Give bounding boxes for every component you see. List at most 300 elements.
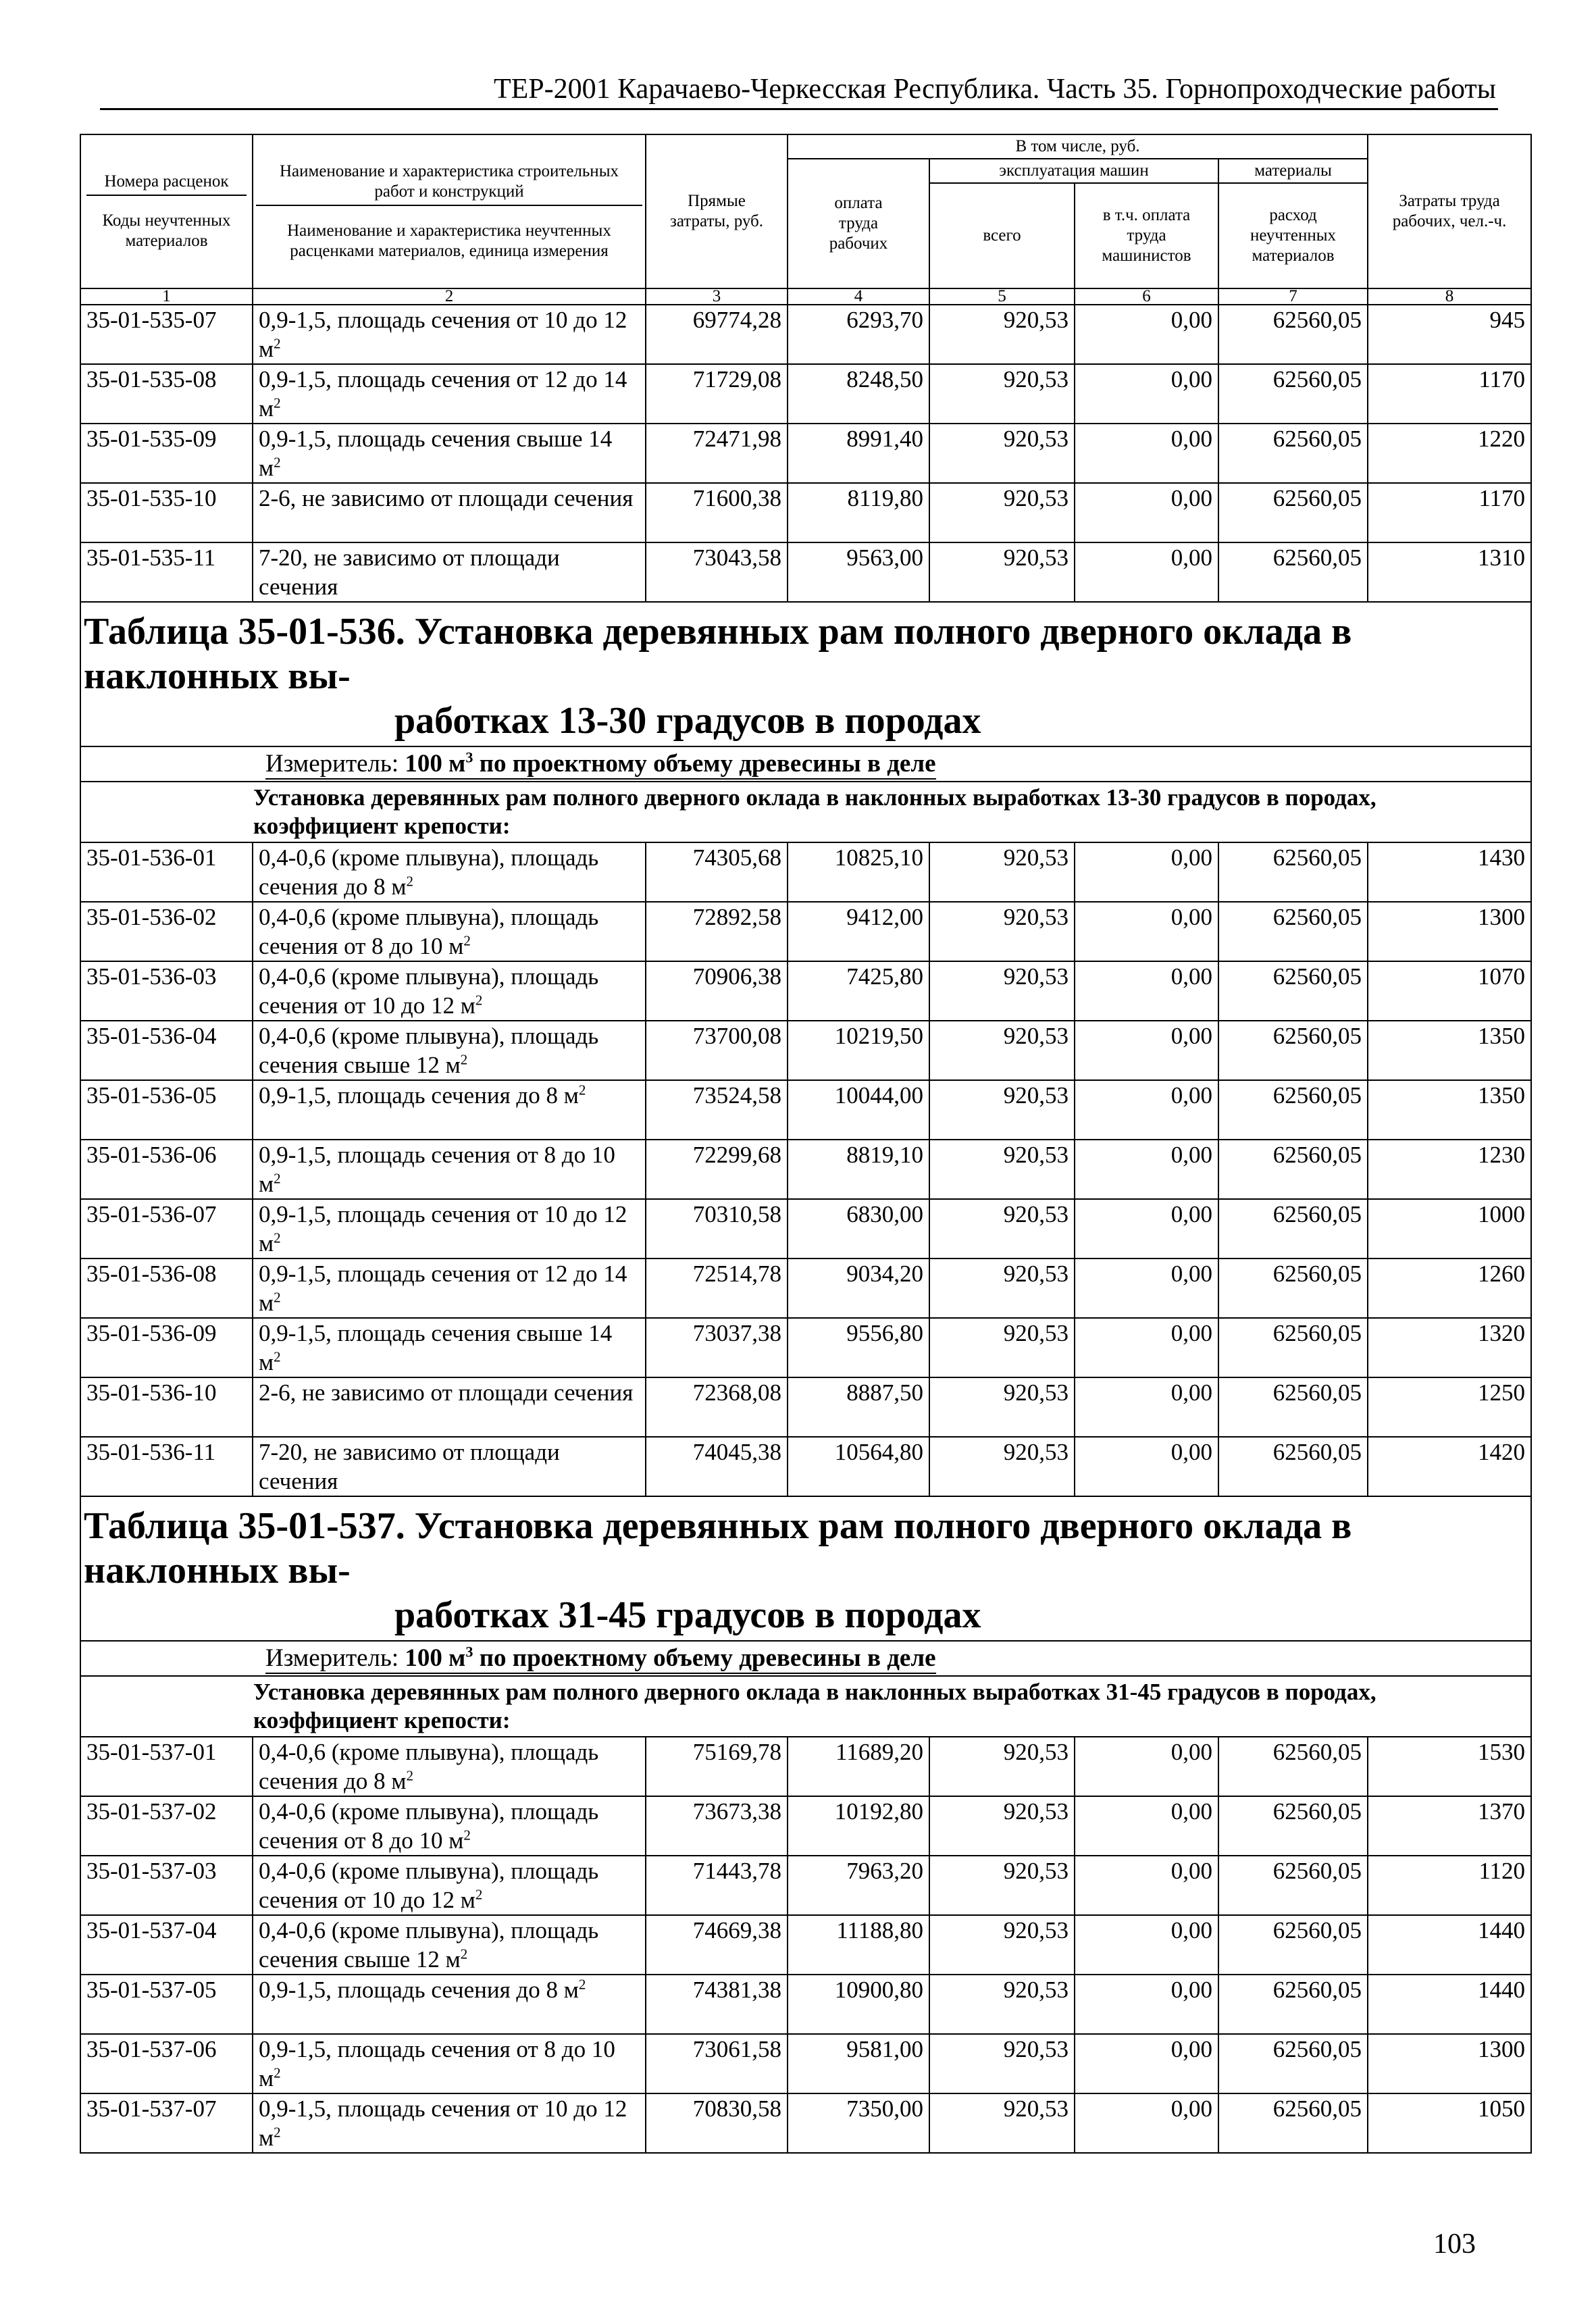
labor-pay: 7425,80 bbox=[788, 961, 929, 1021]
machines-total: 920,53 bbox=[929, 961, 1075, 1021]
header-names bbox=[253, 134, 646, 288]
rate-code: 35-01-536-09 bbox=[80, 1318, 253, 1377]
direct-costs: 72368,08 bbox=[646, 1377, 788, 1437]
direct-costs: 74045,38 bbox=[646, 1437, 788, 1496]
materials-cost: 62560,05 bbox=[1218, 2093, 1368, 2153]
materials-cost: 62560,05 bbox=[1218, 1199, 1368, 1259]
rate-description bbox=[253, 1199, 646, 1259]
materials-cost: 62560,05 bbox=[1218, 1856, 1368, 1915]
rate-description-text: 0,9-1,5, площадь сечения от 8 до 10 м bbox=[259, 1142, 615, 1197]
direct-costs: 72514,78 bbox=[646, 1259, 788, 1318]
unit-exponent: 2 bbox=[274, 1289, 281, 1306]
table-row bbox=[80, 305, 1531, 364]
col-number: 4 bbox=[788, 288, 929, 305]
table-row bbox=[80, 1796, 1531, 1856]
meter-unit bbox=[405, 750, 935, 778]
labor-hours: 945 bbox=[1368, 305, 1531, 364]
machinist-pay: 0,00 bbox=[1075, 961, 1218, 1021]
rate-description bbox=[253, 424, 646, 483]
rate-description-text: 0,9-1,5, площадь сечения от 8 до 10 м bbox=[259, 2036, 615, 2091]
rate-description-text: 0,9-1,5, площадь сечения свыше 14 м bbox=[259, 426, 613, 481]
table-row bbox=[80, 1259, 1531, 1318]
rate-code: 35-01-537-04 bbox=[80, 1915, 253, 1975]
direct-costs: 73043,58 bbox=[646, 542, 788, 602]
materials-cost: 62560,05 bbox=[1218, 1080, 1368, 1140]
table-row bbox=[80, 542, 1531, 602]
rate-description bbox=[253, 1856, 646, 1915]
rate-code: 35-01-535-11 bbox=[80, 542, 253, 602]
unit-exponent: 2 bbox=[475, 1886, 483, 1903]
rate-description-text: 0,9-1,5, площадь сечения свыше 14 м bbox=[259, 1320, 613, 1375]
header-work-name: Наименование и характеристика строительных работ и конструкций bbox=[256, 161, 642, 206]
direct-costs: 74381,38 bbox=[646, 1975, 788, 2034]
table-row bbox=[80, 1915, 1531, 1975]
machinist-pay: 0,00 bbox=[1075, 1737, 1218, 1796]
machinist-pay: 0,00 bbox=[1075, 2093, 1218, 2153]
labor-hours: 1350 bbox=[1368, 1021, 1531, 1080]
rate-description bbox=[253, 1377, 646, 1437]
header-material-codes: Коды неучтенных материалов bbox=[102, 211, 231, 250]
unit-exponent: 2 bbox=[274, 1170, 281, 1187]
rate-description-text: 0,9-1,5, площадь сечения от 12 до 14 м bbox=[259, 1261, 627, 1316]
machinist-pay: 0,00 bbox=[1075, 1796, 1218, 1856]
rate-description-text: 2-6, не зависимо от площади сечения bbox=[259, 485, 634, 511]
section-title-tail: работках 13-30 градусов в породах bbox=[394, 700, 981, 742]
unit-exponent: 2 bbox=[463, 932, 471, 949]
col-number: 5 bbox=[929, 288, 1075, 305]
rate-description bbox=[253, 364, 646, 424]
rate-description-text: 0,9-1,5, площадь сечения от 10 до 12 м bbox=[259, 307, 627, 362]
materials-cost: 62560,05 bbox=[1218, 1915, 1368, 1975]
direct-costs: 71729,08 bbox=[646, 364, 788, 424]
rate-description-text: 0,4-0,6 (кроме плывуна), площадь сечения от 10 до 12 м bbox=[259, 1858, 599, 1913]
rate-description bbox=[253, 483, 646, 542]
unit-exponent: 2 bbox=[463, 1827, 471, 1844]
materials-cost: 62560,05 bbox=[1218, 1796, 1368, 1856]
materials-cost: 62560,05 bbox=[1218, 842, 1368, 902]
table-row bbox=[80, 902, 1531, 961]
header-labor-pay: оплата труда рабочих bbox=[788, 159, 929, 288]
header-materials: материалы bbox=[1218, 159, 1368, 183]
machines-total: 920,53 bbox=[929, 542, 1075, 602]
labor-pay: 9412,00 bbox=[788, 902, 929, 961]
unit-exponent: 2 bbox=[274, 395, 281, 411]
rate-description-text: 0,9-1,5, площадь сечения от 10 до 12 м bbox=[259, 1201, 627, 1256]
rate-code: 35-01-536-01 bbox=[80, 842, 253, 902]
table-row bbox=[80, 842, 1531, 902]
rate-description-text: 7-20, не зависимо от площади сечения bbox=[259, 544, 560, 600]
labor-hours: 1070 bbox=[1368, 961, 1531, 1021]
labor-pay: 7963,20 bbox=[788, 1856, 929, 1915]
col-number: 2 bbox=[253, 288, 646, 305]
labor-pay: 8248,50 bbox=[788, 364, 929, 424]
machines-total: 920,53 bbox=[929, 1856, 1075, 1915]
machinist-pay: 0,00 bbox=[1075, 1318, 1218, 1377]
header-labor-costs: Затраты труда рабочих, чел.-ч. bbox=[1368, 134, 1531, 288]
labor-pay: 9581,00 bbox=[788, 2034, 929, 2093]
section-title bbox=[80, 1496, 1531, 1641]
labor-hours: 1430 bbox=[1368, 842, 1531, 902]
machines-total: 920,53 bbox=[929, 1318, 1075, 1377]
labor-pay: 10044,00 bbox=[788, 1080, 929, 1140]
machinist-pay: 0,00 bbox=[1075, 2034, 1218, 2093]
table-row bbox=[80, 1021, 1531, 1080]
rate-description bbox=[253, 961, 646, 1021]
page-number: 103 bbox=[1433, 2229, 1476, 2260]
meter bbox=[80, 746, 1531, 782]
labor-pay: 9563,00 bbox=[788, 542, 929, 602]
section-title-tail: работках 31-45 градусов в породах bbox=[394, 1594, 981, 1636]
machines-total: 920,53 bbox=[929, 1796, 1075, 1856]
direct-costs: 72299,68 bbox=[646, 1140, 788, 1199]
materials-cost: 62560,05 bbox=[1218, 305, 1368, 364]
labor-pay: 10900,80 bbox=[788, 1975, 929, 2034]
rate-code: 35-01-536-03 bbox=[80, 961, 253, 1021]
unit-exponent: 2 bbox=[460, 1946, 468, 1962]
direct-costs: 72471,98 bbox=[646, 424, 788, 483]
rate-code: 35-01-537-03 bbox=[80, 1856, 253, 1915]
labor-hours: 1050 bbox=[1368, 2093, 1531, 2153]
labor-pay: 10219,50 bbox=[788, 1021, 929, 1080]
unit-exponent: 2 bbox=[578, 1082, 586, 1098]
rate-code: 35-01-536-07 bbox=[80, 1199, 253, 1259]
page-header: ТЕР-2001 Карачаево-Черкесская Республика. Часть 35. Горнопроходческие работы bbox=[493, 74, 1496, 105]
rate-description bbox=[253, 1915, 646, 1975]
materials-cost: 62560,05 bbox=[1218, 542, 1368, 602]
meter-unit bbox=[405, 1644, 935, 1672]
machines-total: 920,53 bbox=[929, 364, 1075, 424]
header-machinist-pay: в т.ч. оплата труда машинистов bbox=[1075, 183, 1218, 288]
labor-pay: 8991,40 bbox=[788, 424, 929, 483]
direct-costs: 72892,58 bbox=[646, 902, 788, 961]
table-row bbox=[80, 483, 1531, 542]
table-row bbox=[80, 2093, 1531, 2153]
materials-cost: 62560,05 bbox=[1218, 364, 1368, 424]
direct-costs: 73673,38 bbox=[646, 1796, 788, 1856]
meter-exponent: 3 bbox=[465, 748, 473, 766]
machines-total: 920,53 bbox=[929, 305, 1075, 364]
col-number: 7 bbox=[1218, 288, 1368, 305]
rate-description-text: 0,9-1,5, площадь сечения до 8 м bbox=[259, 1977, 579, 2003]
rate-description bbox=[253, 305, 646, 364]
unit-exponent: 2 bbox=[274, 2124, 281, 2141]
header-rate-numbers: Номера расценок bbox=[86, 172, 247, 196]
machinist-pay: 0,00 bbox=[1075, 424, 1218, 483]
labor-pay: 7350,00 bbox=[788, 2093, 929, 2153]
labor-pay: 8119,80 bbox=[788, 483, 929, 542]
labor-pay: 9556,80 bbox=[788, 1318, 929, 1377]
unit-exponent: 2 bbox=[274, 2064, 281, 2081]
machines-total: 920,53 bbox=[929, 902, 1075, 961]
rate-description bbox=[253, 542, 646, 602]
meter-value: 100 м bbox=[405, 1644, 466, 1672]
header-col-numbers bbox=[80, 288, 1531, 305]
materials-cost: 62560,05 bbox=[1218, 1259, 1368, 1318]
machinist-pay: 0,00 bbox=[1075, 483, 1218, 542]
header-machine-operation: эксплуатация машин bbox=[929, 159, 1218, 183]
rate-code: 35-01-536-08 bbox=[80, 1259, 253, 1318]
table-row bbox=[80, 1975, 1531, 2034]
rate-code: 35-01-535-07 bbox=[80, 305, 253, 364]
rate-code: 35-01-536-10 bbox=[80, 1377, 253, 1437]
meter-exponent: 3 bbox=[465, 1643, 473, 1660]
materials-cost: 62560,05 bbox=[1218, 1437, 1368, 1496]
machinist-pay: 0,00 bbox=[1075, 1021, 1218, 1080]
labor-pay: 11188,80 bbox=[788, 1915, 929, 1975]
machines-total: 920,53 bbox=[929, 1915, 1075, 1975]
rate-description-text: 0,4-0,6 (кроме плывуна), площадь сечения до 8 м bbox=[259, 844, 599, 900]
rate-code: 35-01-536-05 bbox=[80, 1080, 253, 1140]
direct-costs: 73061,58 bbox=[646, 2034, 788, 2093]
labor-hours: 1220 bbox=[1368, 424, 1531, 483]
table-row bbox=[80, 1437, 1531, 1496]
header-rule bbox=[100, 108, 1498, 110]
unit-exponent: 2 bbox=[406, 873, 414, 890]
direct-costs: 71443,78 bbox=[646, 1856, 788, 1915]
machinist-pay: 0,00 bbox=[1075, 305, 1218, 364]
labor-pay: 8819,10 bbox=[788, 1140, 929, 1199]
rate-description-text: 0,4-0,6 (кроме плывуна), площадь сечения свыше 12 м bbox=[259, 1023, 599, 1078]
section-title bbox=[80, 602, 1531, 746]
rate-description-text: 0,4-0,6 (кроме плывуна), площадь сечения свыше 12 м bbox=[259, 1917, 599, 1973]
materials-cost: 62560,05 bbox=[1218, 1021, 1368, 1080]
unit-exponent: 2 bbox=[274, 335, 281, 352]
rate-description-text: 0,9-1,5, площадь сечения до 8 м bbox=[259, 1082, 579, 1109]
rate-description bbox=[253, 1140, 646, 1199]
rate-code: 35-01-537-06 bbox=[80, 2034, 253, 2093]
subheader-row bbox=[80, 782, 1531, 842]
table-row bbox=[80, 1080, 1531, 1140]
machines-total: 920,53 bbox=[929, 1437, 1075, 1496]
direct-costs: 73700,08 bbox=[646, 1021, 788, 1080]
unit-exponent: 2 bbox=[274, 454, 281, 471]
materials-cost: 62560,05 bbox=[1218, 1318, 1368, 1377]
machinist-pay: 0,00 bbox=[1075, 542, 1218, 602]
rate-description bbox=[253, 1259, 646, 1318]
machinist-pay: 0,00 bbox=[1075, 364, 1218, 424]
machinist-pay: 0,00 bbox=[1075, 1080, 1218, 1140]
meter-suffix: по проектному объему древесины в деле bbox=[473, 1644, 936, 1672]
rate-description-text: 0,4-0,6 (кроме плывуна), площадь сечения от 8 до 10 м bbox=[259, 1798, 599, 1854]
machines-total: 920,53 bbox=[929, 1377, 1075, 1437]
unit-exponent: 2 bbox=[406, 1767, 414, 1784]
meter-prefix: Измеритель: bbox=[265, 1644, 405, 1672]
col-number: 8 bbox=[1368, 288, 1531, 305]
labor-hours: 1440 bbox=[1368, 1915, 1531, 1975]
table-row bbox=[80, 1737, 1531, 1796]
section-subheader: Установка деревянных рам полного дверного оклада в наклонных выработках 31-45 градусов в породах, коэффициент крепости: bbox=[80, 1676, 1531, 1737]
labor-hours: 1260 bbox=[1368, 1259, 1531, 1318]
machines-total: 920,53 bbox=[929, 424, 1075, 483]
labor-hours: 1320 bbox=[1368, 1318, 1531, 1377]
header-including: В том числе, руб. bbox=[788, 134, 1368, 159]
rate-description bbox=[253, 2093, 646, 2153]
rate-description bbox=[253, 1021, 646, 1080]
direct-costs: 69774,28 bbox=[646, 305, 788, 364]
header-codes bbox=[80, 134, 253, 288]
rate-code: 35-01-536-11 bbox=[80, 1437, 253, 1496]
section-title-row bbox=[80, 1496, 1531, 1641]
rate-code: 35-01-535-10 bbox=[80, 483, 253, 542]
col-number: 1 bbox=[80, 288, 253, 305]
rate-description-text: 2-6, не зависимо от площади сечения bbox=[259, 1379, 634, 1406]
labor-hours: 1300 bbox=[1368, 902, 1531, 961]
machines-total: 920,53 bbox=[929, 1021, 1075, 1080]
materials-cost: 62560,05 bbox=[1218, 961, 1368, 1021]
rate-code: 35-01-537-05 bbox=[80, 1975, 253, 2034]
direct-costs: 70830,58 bbox=[646, 2093, 788, 2153]
machinist-pay: 0,00 bbox=[1075, 1140, 1218, 1199]
direct-costs: 70310,58 bbox=[646, 1199, 788, 1259]
rate-description-text: 0,4-0,6 (кроме плывуна), площадь сечения от 8 до 10 м bbox=[259, 904, 599, 959]
meter-text bbox=[265, 1644, 936, 1674]
header-row-top bbox=[80, 134, 1531, 159]
machines-total: 920,53 bbox=[929, 1975, 1075, 2034]
rate-code: 35-01-536-06 bbox=[80, 1140, 253, 1199]
rate-description-text: 0,9-1,5, площадь сечения от 12 до 14 м bbox=[259, 366, 627, 422]
machinist-pay: 0,00 bbox=[1075, 1199, 1218, 1259]
labor-hours: 1310 bbox=[1368, 542, 1531, 602]
labor-hours: 1420 bbox=[1368, 1437, 1531, 1496]
rate-description bbox=[253, 842, 646, 902]
materials-cost: 62560,05 bbox=[1218, 902, 1368, 961]
labor-hours: 1120 bbox=[1368, 1856, 1531, 1915]
rate-code: 35-01-535-08 bbox=[80, 364, 253, 424]
rate-description bbox=[253, 1796, 646, 1856]
machinist-pay: 0,00 bbox=[1075, 1856, 1218, 1915]
materials-cost: 62560,05 bbox=[1218, 1377, 1368, 1437]
rate-description bbox=[253, 1318, 646, 1377]
unit-exponent: 2 bbox=[274, 1229, 281, 1246]
rate-code: 35-01-537-07 bbox=[80, 2093, 253, 2153]
labor-hours: 1300 bbox=[1368, 2034, 1531, 2093]
meter-text bbox=[265, 750, 936, 780]
rate-description bbox=[253, 1080, 646, 1140]
direct-costs: 70906,38 bbox=[646, 961, 788, 1021]
header-machines-total: всего bbox=[929, 183, 1075, 288]
machinist-pay: 0,00 bbox=[1075, 1975, 1218, 2034]
labor-pay: 11689,20 bbox=[788, 1737, 929, 1796]
rate-description bbox=[253, 2034, 646, 2093]
labor-hours: 1170 bbox=[1368, 483, 1531, 542]
labor-pay: 6293,70 bbox=[788, 305, 929, 364]
meter-row bbox=[80, 746, 1531, 782]
labor-hours: 1230 bbox=[1368, 1140, 1531, 1199]
rate-description-text: 0,4-0,6 (кроме плывуна), площадь сечения от 10 до 12 м bbox=[259, 963, 599, 1019]
table-row bbox=[80, 1199, 1531, 1259]
table-row bbox=[80, 1856, 1531, 1915]
meter bbox=[80, 1641, 1531, 1676]
col-number: 3 bbox=[646, 288, 788, 305]
machines-total: 920,53 bbox=[929, 2093, 1075, 2153]
machines-total: 920,53 bbox=[929, 1140, 1075, 1199]
direct-costs: 71600,38 bbox=[646, 483, 788, 542]
unit-exponent: 2 bbox=[578, 1976, 586, 1993]
table-row bbox=[80, 1140, 1531, 1199]
meter-prefix: Измеритель: bbox=[265, 750, 405, 778]
rate-description bbox=[253, 1437, 646, 1496]
table-row bbox=[80, 2034, 1531, 2093]
meter-row bbox=[80, 1641, 1531, 1676]
rate-description bbox=[253, 902, 646, 961]
labor-pay: 10825,10 bbox=[788, 842, 929, 902]
direct-costs: 75169,78 bbox=[646, 1737, 788, 1796]
rate-code: 35-01-536-04 bbox=[80, 1021, 253, 1080]
machines-total: 920,53 bbox=[929, 1259, 1075, 1318]
direct-costs: 73524,58 bbox=[646, 1080, 788, 1140]
materials-cost: 62560,05 bbox=[1218, 424, 1368, 483]
labor-hours: 1350 bbox=[1368, 1080, 1531, 1140]
labor-hours: 1440 bbox=[1368, 1975, 1531, 2034]
direct-costs: 73037,38 bbox=[646, 1318, 788, 1377]
machines-total: 920,53 bbox=[929, 1737, 1075, 1796]
labor-pay: 8887,50 bbox=[788, 1377, 929, 1437]
labor-pay: 6830,00 bbox=[788, 1199, 929, 1259]
materials-cost: 62560,05 bbox=[1218, 483, 1368, 542]
machinist-pay: 0,00 bbox=[1075, 1915, 1218, 1975]
machinist-pay: 0,00 bbox=[1075, 1437, 1218, 1496]
materials-cost: 62560,05 bbox=[1218, 2034, 1368, 2093]
table-row bbox=[80, 961, 1531, 1021]
section-title-head: Таблица 35-01-537. Установка деревянных рам полного дверного оклада в наклонных вы- bbox=[84, 1505, 1352, 1592]
rates-table bbox=[80, 134, 1532, 2154]
machines-total: 920,53 bbox=[929, 483, 1075, 542]
subheader-row bbox=[80, 1676, 1531, 1737]
rate-code: 35-01-537-02 bbox=[80, 1796, 253, 1856]
rate-code: 35-01-536-02 bbox=[80, 902, 253, 961]
section-subheader: Установка деревянных рам полного дверного оклада в наклонных выработках 13-30 градусов в породах, коэффициент крепости: bbox=[80, 782, 1531, 842]
rate-code: 35-01-537-01 bbox=[80, 1737, 253, 1796]
materials-cost: 62560,05 bbox=[1218, 1737, 1368, 1796]
labor-pay: 9034,20 bbox=[788, 1259, 929, 1318]
labor-hours: 1530 bbox=[1368, 1737, 1531, 1796]
rate-description-text: 0,9-1,5, площадь сечения от 10 до 12 м bbox=[259, 2095, 627, 2151]
labor-pay: 10192,80 bbox=[788, 1796, 929, 1856]
machines-total: 920,53 bbox=[929, 1080, 1075, 1140]
machines-total: 920,53 bbox=[929, 2034, 1075, 2093]
col-number: 6 bbox=[1075, 288, 1218, 305]
section-title-head: Таблица 35-01-536. Установка деревянных рам полного дверного оклада в наклонных вы- bbox=[84, 611, 1352, 697]
unit-exponent: 2 bbox=[460, 1051, 468, 1068]
labor-hours: 1000 bbox=[1368, 1199, 1531, 1259]
labor-hours: 1170 bbox=[1368, 364, 1531, 424]
header-direct-costs: Прямые затраты, руб. bbox=[646, 134, 788, 288]
labor-hours: 1250 bbox=[1368, 1377, 1531, 1437]
table-row bbox=[80, 1377, 1531, 1437]
table-row bbox=[80, 364, 1531, 424]
machinist-pay: 0,00 bbox=[1075, 1259, 1218, 1318]
meter-suffix: по проектному объему древесины в деле bbox=[473, 750, 936, 778]
machines-total: 920,53 bbox=[929, 1199, 1075, 1259]
meter-value: 100 м bbox=[405, 750, 466, 778]
table-row bbox=[80, 424, 1531, 483]
header-material-name: Наименование и характеристика неучтенных расценками материалов, единица измерения bbox=[287, 222, 611, 260]
machinist-pay: 0,00 bbox=[1075, 902, 1218, 961]
labor-pay: 10564,80 bbox=[788, 1437, 929, 1496]
unit-exponent: 2 bbox=[274, 1348, 281, 1365]
materials-cost: 62560,05 bbox=[1218, 1140, 1368, 1199]
rate-description-text: 0,4-0,6 (кроме плывуна), площадь сечения до 8 м bbox=[259, 1739, 599, 1794]
machinist-pay: 0,00 bbox=[1075, 842, 1218, 902]
machinist-pay: 0,00 bbox=[1075, 1377, 1218, 1437]
labor-hours: 1370 bbox=[1368, 1796, 1531, 1856]
machines-total: 920,53 bbox=[929, 842, 1075, 902]
unit-exponent: 2 bbox=[475, 992, 483, 1009]
rate-description bbox=[253, 1975, 646, 2034]
rate-description bbox=[253, 1737, 646, 1796]
section-title-row bbox=[80, 602, 1531, 746]
header-materials-unaccounted: расход неучтенных материалов bbox=[1218, 183, 1368, 288]
